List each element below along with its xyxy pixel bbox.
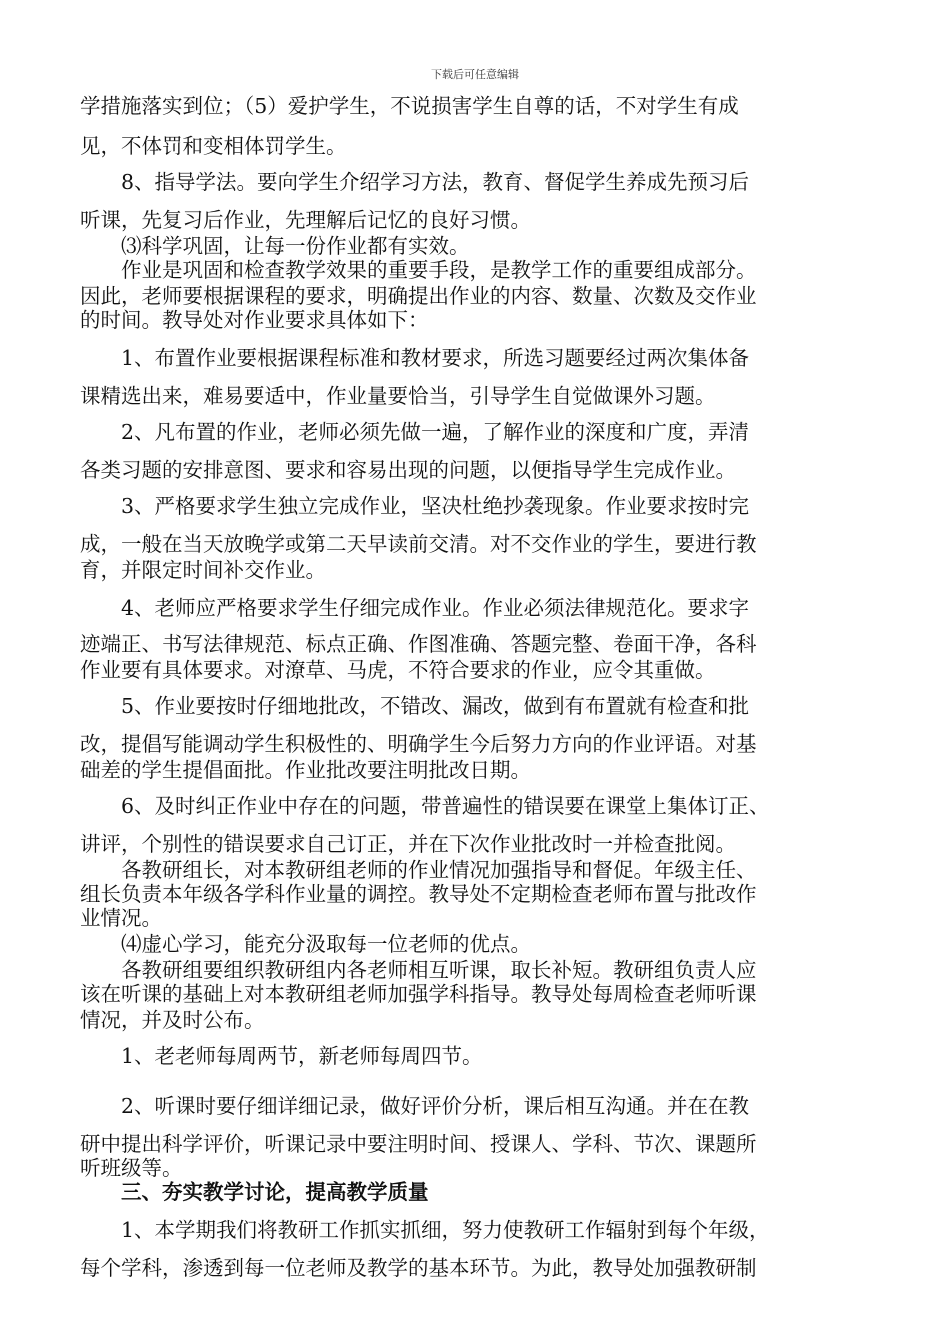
text-line: 学措施落实到位；（5）爱护学生，不说损害学生自尊的话，不对学生有成 xyxy=(80,94,739,118)
text-line: 各教研组长，对本教研组老师的作业情况加强指导和督促。年级主任、 xyxy=(80,858,757,882)
text-line: 听班级等。 xyxy=(80,1156,183,1180)
text-line: 迹端正、书写法律规范、标点正确、作图准确、答题完整、卷面干净，各科 xyxy=(80,632,757,656)
text-line: 6、及时纠正作业中存在的问题，带普遍性的错误要在课堂上集体订正、 xyxy=(80,794,770,818)
text-line: 改，提倡写能调动学生积极性的、明确学生今后努力方向的作业评语。对基 xyxy=(80,732,757,756)
text-line: 组长负责本年级各学科作业量的调控。教导处不定期检查老师布置与批改作 xyxy=(80,882,757,906)
text-line: 的时间。教导处对作业要求具体如下： xyxy=(80,308,429,332)
text-line: 2、听课时要仔细详细记录，做好评价分析，课后相互沟通。并在在教 xyxy=(80,1094,750,1118)
text-line: 育，并限定时间补交作业。 xyxy=(80,558,326,582)
text-line: 础差的学生提倡面批。作业批改要注明批改日期。 xyxy=(80,758,531,782)
page-header: 下载后可任意编辑 xyxy=(431,68,519,81)
text-line: 业情况。 xyxy=(80,906,162,930)
text-line: 1、老老师每周两节，新老师每周四节。 xyxy=(80,1044,483,1068)
text-line: 5、作业要按时仔细地批改，不错改、漏改，做到有布置就有检查和批 xyxy=(80,694,750,718)
text-line: 讲评，个别性的错误要求自己订正，并在下次作业批改时一并检查批阅。 xyxy=(80,832,736,856)
section-heading: ⑶科学巩固，让每一份作业都有实效。 xyxy=(80,234,470,258)
text-line: 该在听课的基础上对本教研组老师加强学科指导。教导处每周检查老师听课 xyxy=(80,982,757,1006)
text-line: 听课，先复习后作业，先理解后记忆的良好习惯。 xyxy=(80,208,531,232)
text-line: 作业要有具体要求。对潦草、马虎，不符合要求的作业，应令其重做。 xyxy=(80,658,716,682)
text-line: 每个学科，渗透到每一位老师及教学的基本环节。为此，教导处加强教研制 xyxy=(80,1256,757,1280)
text-line: 1、布置作业要根据课程标准和教材要求，所选习题要经过两次集体备 xyxy=(80,346,750,370)
text-line: 各教研组要组织教研组内各老师相互听课，取长补短。教研组负责人应 xyxy=(80,958,757,982)
section-heading-bold: 三、夯实教学讨论，提高教学质量 xyxy=(80,1180,429,1204)
text-line: 课精选出来，难易要适中，作业量要恰当，引导学生自觉做课外习题。 xyxy=(80,384,716,408)
text-line: 成，一般在当天放晚学或第二天早读前交清。对不交作业的学生，要进行教 xyxy=(80,532,757,556)
section-heading: ⑷虚心学习，能充分汲取每一位老师的优点。 xyxy=(80,932,531,956)
text-line: 见，不体罚和变相体罚学生。 xyxy=(80,134,347,158)
text-line: 4、老师应严格要求学生仔细完成作业。作业必须法律规范化。要求字 xyxy=(80,596,750,620)
text-line: 各类习题的安排意图、要求和容易出现的问题，以便指导学生完成作业。 xyxy=(80,458,736,482)
text-line: 研中提出科学评价，听课记录中要注明时间、授课人、学科、节次、课题所 xyxy=(80,1132,757,1156)
text-line: 1、本学期我们将教研工作抓实抓细，努力使教研工作辐射到每个年级， xyxy=(80,1218,770,1242)
text-line: 情况，并及时公布。 xyxy=(80,1008,265,1032)
text-line: 作业是巩固和检查教学效果的重要手段，是教学工作的重要组成部分。 xyxy=(80,258,757,282)
text-line: 3、严格要求学生独立完成作业，坚决杜绝抄袭现象。作业要求按时完 xyxy=(80,494,750,518)
text-line: 2、凡布置的作业，老师必须先做一遍，了解作业的深度和广度，弄清 xyxy=(80,420,750,444)
text-line: 因此，老师要根据课程的要求，明确提出作业的内容、数量、次数及交作业 xyxy=(80,284,757,308)
text-line: 8、指导学法。要向学生介绍学习方法，教育、督促学生养成先预习后 xyxy=(80,170,750,194)
